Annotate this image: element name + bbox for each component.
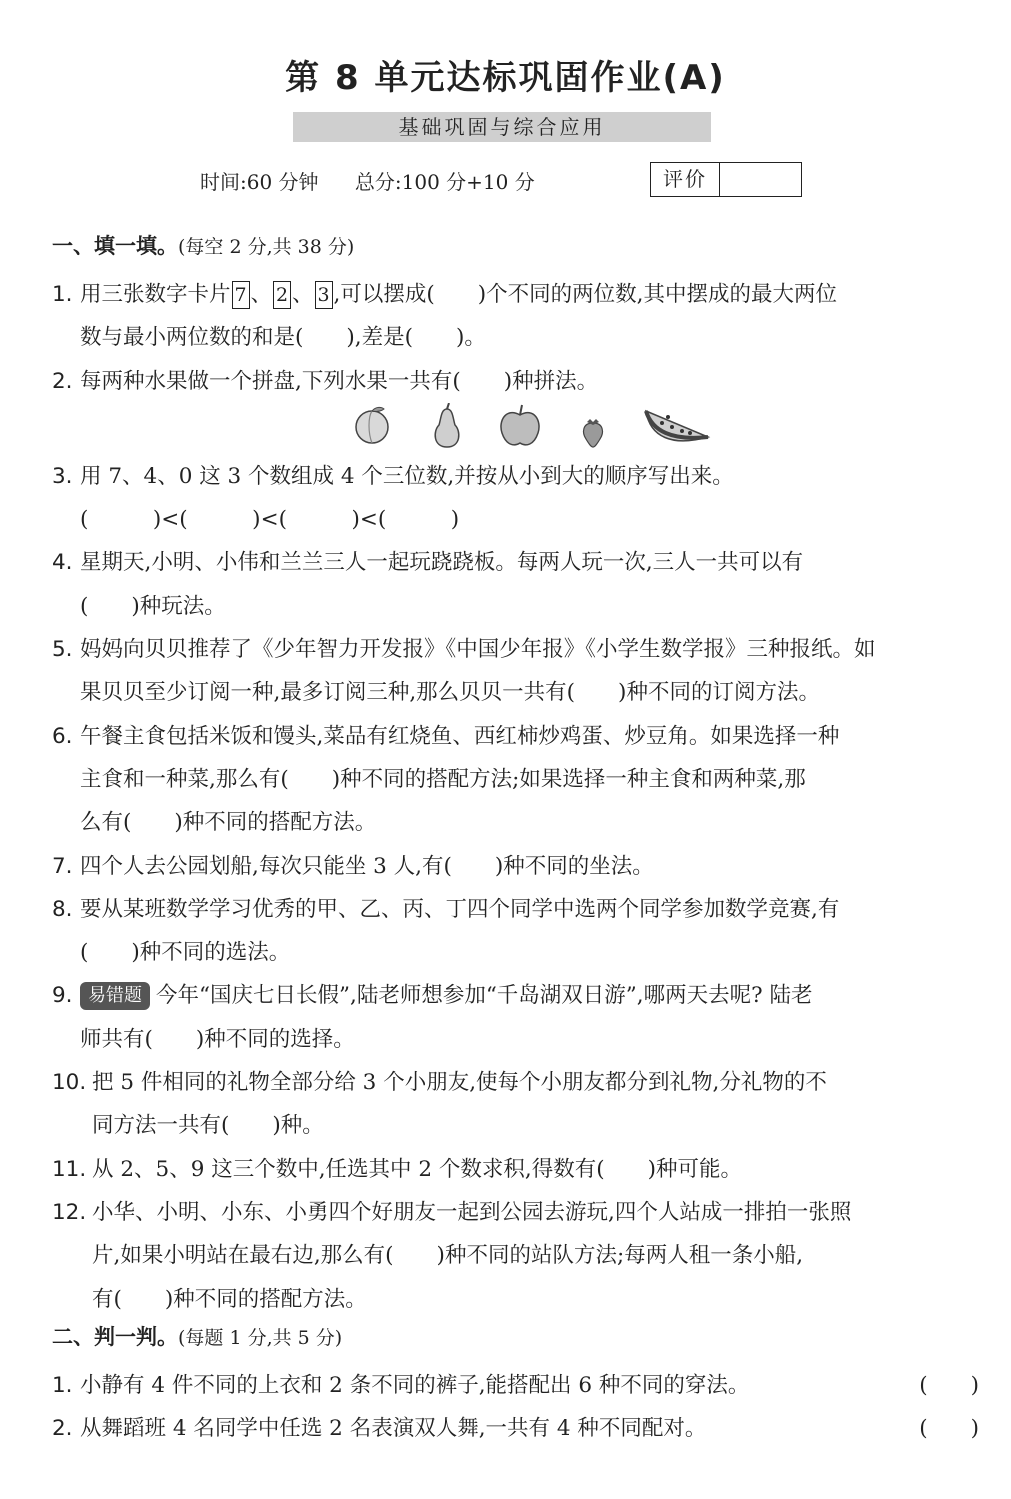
digit-card: 2 xyxy=(273,281,291,309)
digit-card: 3 xyxy=(315,281,333,309)
exam-meta xyxy=(200,166,565,195)
evaluation-field[interactable] xyxy=(720,163,801,196)
question-fill-8: 8. 要从某班数学学习优秀的甲、乙、丙、丁四个同学中选两个同学参加数学竞赛,有 ( )种不同的选法。 xyxy=(52,896,840,966)
question-fill-7: 7. 四个人去公园划船,每次只能坐 3 人,有( )种不同的坐法。 xyxy=(52,853,654,879)
question-fill-10: 10. 把 5 件相同的礼物全部分给 3 个小朋友,使每个小朋友都分到礼物,分礼物的不 同方法一共有( )种。 xyxy=(52,1070,827,1139)
question-fill-9: 9. 易错题 今年“国庆七日长假”,陆老师想参加“千岛湖双日游”,哪两天去呢? 陆老 师共有( )种不同的选择。 xyxy=(52,983,813,1052)
question-judge-1: 1. 小静有 4 件不同的上衣和 2 条不同的裤子,能搭配出 6 种不同的穿法。 ( ) xyxy=(52,1364,987,1407)
question-fill-5: 5. 妈妈向贝贝推荐了《少年智力开发报》《中国少年报》《小学生数学报》三种报纸。如 果贝贝至少订阅一种,最多订阅三种,那么贝贝一共有( )种不同的订阅方法。 xyxy=(52,637,876,706)
pear-icon xyxy=(427,403,467,451)
apple-icon xyxy=(496,403,544,449)
question-fill-6: 6. 午餐主食包括米饭和馒头,菜品有红烧鱼、西红柿炒鸡蛋、炒豆角。如果选择一种 主食和一种菜,那么有( )种不同的搭配方法;如果选择一种主食和两种菜,那 么有( )种不同的搭配方法。 xyxy=(52,723,840,836)
evaluation-label: 评价 xyxy=(651,163,720,196)
question-fill-12: 12. 小华、小明、小东、小勇四个好朋友一起到公园去游玩,四个人站成一排拍一张照 片,如果小明站在最右边,那么有( )种不同的站队方法;每两人租一条小船, 有( )种不同的搭配方法。 xyxy=(52,1199,852,1312)
question-fill-11: 11. 从 2、5、9 这三个数中,任选其中 2 个数求积,得数有( )种可能。 xyxy=(52,1156,742,1182)
section-judge-heading: 二、判一判。(每题 1 分,共 5 分) xyxy=(52,1324,343,1349)
fruit-illustrations xyxy=(52,403,987,455)
answer-parens[interactable]: ( ) xyxy=(919,1372,979,1398)
total-score: 总分:100 分+10 分 xyxy=(354,170,535,194)
page-title: 第 8 单元达标巩固作业(A) xyxy=(285,58,726,98)
error-prone-badge: 易错题 xyxy=(80,982,150,1010)
digit-card: 7 xyxy=(232,281,250,309)
question-fill-4: 4. 星期天,小明、小伟和兰兰三人一起玩跷跷板。每两人玩一次,三人一共可以有 ( )种玩法。 xyxy=(52,550,804,619)
question-fill-1: 1. 用三张数字卡片 7 、 2 、 3 ,可以摆成( )个不同的两位数,其中摆成的最大两位 数与最小两位数的和是( ),差是( )。 xyxy=(52,282,837,351)
evaluation-box xyxy=(650,162,802,197)
question-judge-2: 2. 从舞蹈班 4 名同学中任选 2 名表演双人舞,一共有 4 种不同配对。 ( ) xyxy=(52,1407,987,1450)
watermelon-icon xyxy=(642,403,712,449)
question-fill-3: 3. 用 7、4、0 这 3 个数组成 4 个三位数,并按从小到大的顺序写出来。 ( )<( )<( )<( ) xyxy=(52,463,734,533)
answer-parens[interactable]: ( ) xyxy=(919,1416,979,1442)
section-fill-heading: 一、填一填。(每空 2 分,共 38 分) xyxy=(52,234,355,258)
strawberry-icon xyxy=(580,417,606,449)
peach-icon xyxy=(350,403,394,447)
subtitle-bar: 基础巩固与综合应用 xyxy=(293,112,711,142)
time-limit: 时间:60 分钟 xyxy=(200,170,319,194)
question-fill-2: 2. 每两种水果做一个拼盘,下列水果一共有( )种拼法。 xyxy=(52,368,599,394)
worksheet-body xyxy=(52,232,987,1450)
